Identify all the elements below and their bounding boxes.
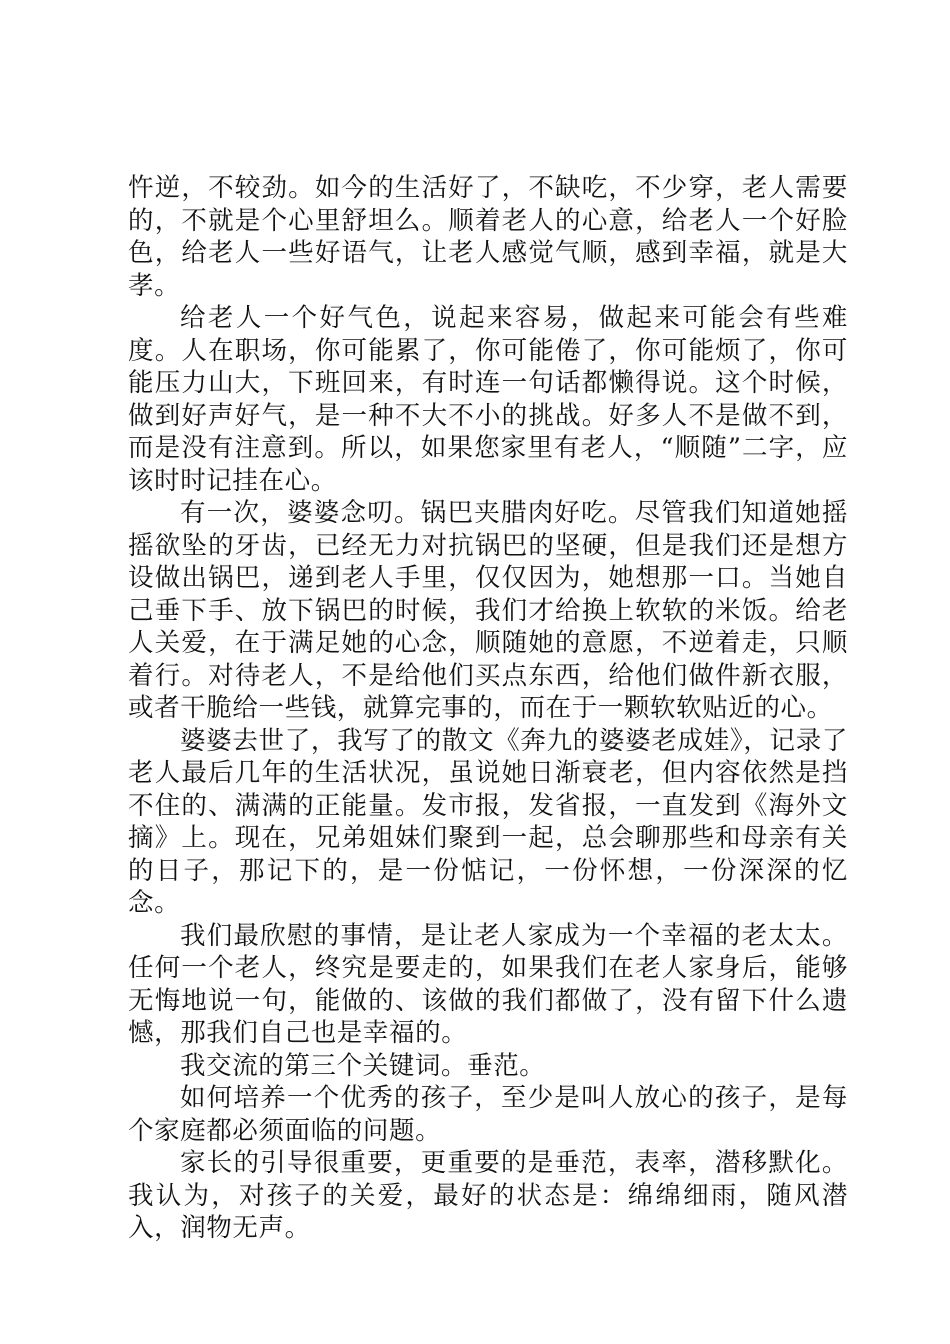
paragraph: 我们最欣慰的事情，是让老人家成为一个幸福的老太太。任何一个老人，终究是要走的，如果我们在老人家身后，能够无悔地说一句，能做的、该做的我们都做了，没有留下什么遗憾，那我们自己也是幸福的。 xyxy=(128,920,848,1048)
paragraph: 有一次，婆婆念叨。锅巴夹腊肉好吃。尽管我们知道她摇摇欲坠的牙齿，已经无力对抗锅巴的坚硬，但是我们还是想方设做出锅巴，递到老人手里，仅仅因为，她想那一口。当她自己垂下手、放下锅巴的时候，我们才给换上软软的米饭。给老人关爱，在于满足她的心念，顺随她的意愿，不逆着走，只顺着行。对待老人，不是给他们买点东西，给他们做件新衣服，或者干脆给一些钱，就算完事的，而在于一颗软软贴近的心。 xyxy=(128,498,848,723)
paragraph: 家长的引导很重要，更重要的是垂范，表率，潜移默化。我认为，对孩子的关爱，最好的状态是：绵绵细雨，随风潜入，润物无声。 xyxy=(128,1148,848,1243)
paragraph: 婆婆去世了，我写了的散文《奔九的婆婆老成娃》，记录了老人最后几年的生活状况，虽说她日渐衰老，但内容依然是挡不住的、满满的正能量。发市报，发省报，一直发到《海外文摘》上。现在，兄弟姐妹们聚到一起，总会聊那些和母亲有关的日子，那记下的，是一份惦记，一份怀想，一份深深的忆念。 xyxy=(128,725,848,918)
paragraph: 如何培养一个优秀的孩子，至少是叫人放心的孩子，是每个家庭都必须面临的问题。 xyxy=(128,1083,848,1146)
paragraph: 我交流的第三个关键词。垂范。 xyxy=(180,1050,546,1081)
paragraph: 忤逆，不较劲。如今的生活好了，不缺吃，不少穿，老人需要的，不就是个心里舒坦么。顺着老人的心意，给老人一个好脸色，给老人一些好语气，让老人感觉气顺，感到幸福，就是大孝。 xyxy=(128,173,848,301)
document-body xyxy=(128,172,848,1245)
paragraph: 给老人一个好气色，说起来容易，做起来可能会有些难度。人在职场，你可能累了，你可能倦了，你可能烦了，你可能压力山大，下班回来，有时连一句话都懒得说。这个时候，做到好声好气，是一种不大不小的挑战。好多人不是做不到，而是没有注意到。所以，如果您家里有老人，“顺随”二字，应该时时记挂在心。 xyxy=(128,303,848,496)
